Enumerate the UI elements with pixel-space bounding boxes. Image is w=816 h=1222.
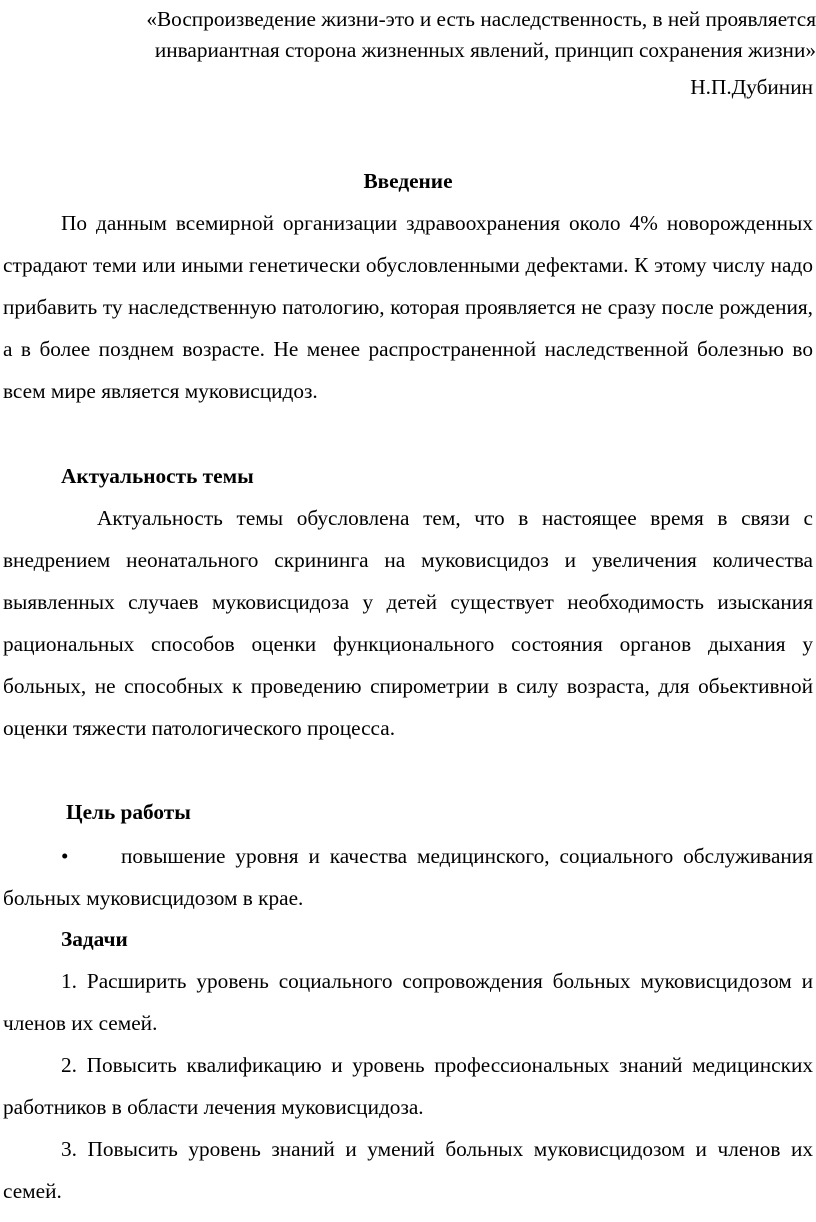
bullet-icon: • bbox=[61, 844, 69, 868]
introduction-heading: Введение bbox=[363, 169, 453, 193]
goal-item-text: повышение уровня и качества медицинского, социального обслуживания больных муковисцидозом в крае. bbox=[3, 844, 813, 910]
relevance-heading: Актуальность темы bbox=[61, 464, 254, 488]
relevance-paragraph: Актуальность темы обусловлена тем, что в настоящее время в связи с внедрением неонатального скрининга на муковисцидоз и увеличения количества выявленных случаев муковисцидоза у детей существует необходимость изыскания рациональных способов оценки функционального состояния органов дыхания у больных, не способных к проведению спирометрии в силу возраста, для обьективной оценки тяжести патологического процесса. bbox=[3, 506, 813, 740]
task-item-2: 2. Повысить квалификацию и уровень профессиональных знаний медицинских работников в области лечения муковисцидоза. bbox=[3, 1053, 813, 1119]
goal-list-item bbox=[3, 835, 813, 919]
epigraph-author: Н.П.Дубинин bbox=[690, 75, 813, 99]
epigraph-quote: «Воспроизведение жизни-это и есть наследственность, в ней проявляется инвариантная сторона жизненных явлений, принцип сохранения жизни» bbox=[146, 7, 816, 62]
tasks-heading: Задачи bbox=[61, 927, 128, 951]
introduction-paragraph: По данным всемирной организации здравоохранения около 4% новорожденных страдают теми или иными генетически обусловленными дефектами. К этому числу надо прибавить ту наследственную патологию, которая проявляется не сразу после рождения, а в более позднем возрасте. Не менее распространенной наследственной болезнью во всем мире является муковисцидоз. bbox=[3, 211, 813, 403]
task-item-1: 1. Расширить уровень социального сопровождения больных муковисцидозом и членов их семей. bbox=[3, 969, 813, 1035]
goal-heading: Цель работы bbox=[66, 800, 191, 824]
task-item-3: 3. Повысить уровень знаний и умений больных муковисцидозом и членов их семей. bbox=[3, 1137, 813, 1203]
